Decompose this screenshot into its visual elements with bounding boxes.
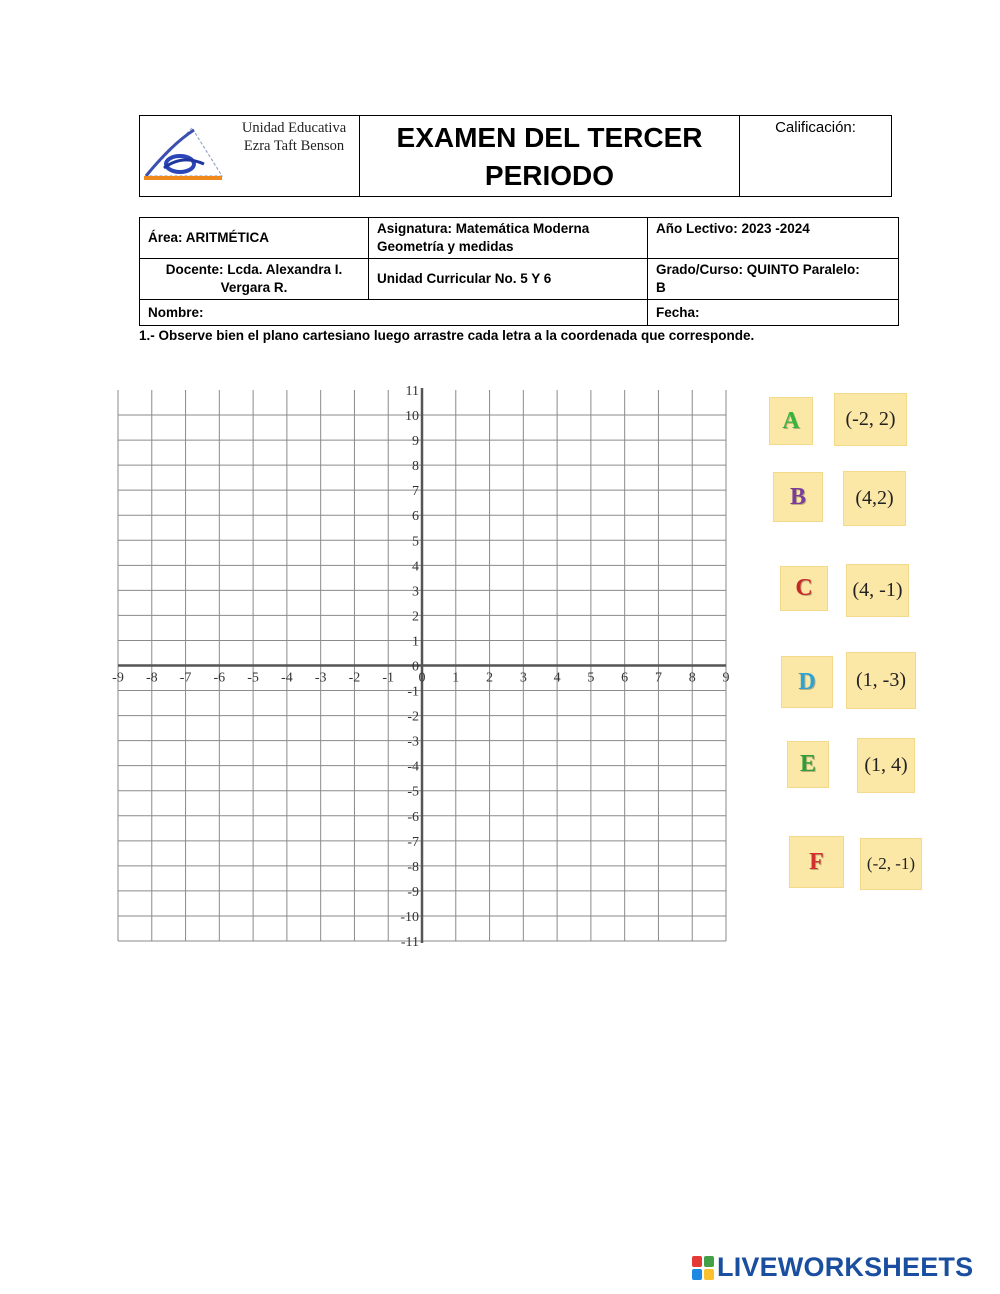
y-tick-label: -9 <box>407 884 419 900</box>
coord-text-2: (4,2) <box>855 487 894 509</box>
y-tick-label: -8 <box>407 859 419 875</box>
icon-square-yellow <box>704 1269 714 1280</box>
x-tick-label: 4 <box>553 670 561 686</box>
letter-f: F <box>809 848 824 875</box>
y-tick-label: 9 <box>412 434 419 450</box>
x-tick-label: -4 <box>281 670 293 686</box>
y-tick-label: 0 <box>412 659 419 675</box>
icon-square-blue <box>692 1269 702 1280</box>
x-tick-label: 5 <box>587 670 595 686</box>
liveworksheets-icon <box>692 1256 714 1280</box>
cartesian-plane[interactable] <box>105 380 745 952</box>
coord-text-1: (-2, 2) <box>845 408 896 430</box>
course-line1: Grado/Curso: QUINTO Paralelo: <box>656 262 860 277</box>
x-tick-label: -5 <box>247 670 259 686</box>
letter-a: A <box>782 407 800 434</box>
x-tick-label: 2 <box>486 670 494 686</box>
y-tick-label: 4 <box>412 559 419 575</box>
exam-header <box>139 115 892 197</box>
x-tick-label: -2 <box>348 670 361 686</box>
y-tick-label: 7 <box>412 484 419 500</box>
x-tick-label: -7 <box>179 670 192 686</box>
coord-target-3[interactable] <box>846 564 909 617</box>
letter-d: D <box>798 668 816 695</box>
coord-target-6[interactable] <box>860 838 922 890</box>
unit-cell: Unidad Curricular No. 5 Y 6 <box>369 259 648 300</box>
x-tick-label: 6 <box>621 670 629 686</box>
year-cell: Año Lectivo: 2023 -2024 <box>648 218 899 259</box>
coord-target-1[interactable] <box>834 393 907 446</box>
x-tick-label: 7 <box>654 670 662 686</box>
school-name-line2: Ezra Taft Benson <box>243 138 345 154</box>
letter-b: B <box>789 483 806 510</box>
x-tick-label: -8 <box>145 670 158 686</box>
grade-label: Calificación: <box>775 119 856 136</box>
icon-square-green <box>704 1256 714 1267</box>
x-tick-label: 1 <box>452 670 460 686</box>
letter-e: E <box>799 751 816 777</box>
exam-title-line1: EXAMEN DEL TERCER <box>396 122 703 153</box>
liveworksheets-wordmark: LIVEWORKSHEETS <box>717 1252 974 1282</box>
name-field[interactable]: Nombre: <box>140 300 648 326</box>
school-name <box>234 119 354 155</box>
subject-line2: Geometría y medidas <box>377 239 514 254</box>
subject-line1: Asignatura: Matemática Moderna <box>377 221 590 236</box>
exam-title <box>360 116 740 196</box>
school-logo <box>142 124 232 186</box>
area-cell: Área: ARITMÉTICA <box>140 218 369 259</box>
x-tick-label: 3 <box>519 670 527 686</box>
y-tick-label: 2 <box>412 609 419 625</box>
coord-target-5[interactable] <box>857 738 915 793</box>
teacher-line2: Vergara R. <box>220 280 288 295</box>
x-tick-label: -6 <box>213 670 226 686</box>
teacher-line1: Docente: Lcda. Alexandra I. <box>165 262 343 277</box>
y-tick-label: 6 <box>412 509 419 525</box>
exam-info-table <box>139 217 899 326</box>
x-tick-label: -3 <box>314 670 327 686</box>
x-tick-label: 8 <box>688 670 696 686</box>
y-tick-label: -2 <box>407 709 419 725</box>
y-tick-label: -6 <box>407 809 419 825</box>
course-cell <box>648 259 899 300</box>
coord-target-4[interactable] <box>846 652 916 709</box>
letter-card-c[interactable] <box>780 566 828 611</box>
coord-text-3: (4, -1) <box>852 579 903 601</box>
y-tick-label: 11 <box>405 384 419 399</box>
liveworksheets-logo <box>692 1252 973 1283</box>
letter-card-e[interactable] <box>787 741 829 788</box>
teacher-cell <box>140 259 369 300</box>
letter-card-b[interactable] <box>773 472 823 522</box>
y-tick-label: 10 <box>405 409 419 425</box>
letter-card-d[interactable] <box>781 656 833 708</box>
instruction-text: 1.- Observe bien el plano cartesiano luego arrastre cada letra a la coordenada que corresponde. <box>139 328 755 343</box>
school-name-line1: Unidad Educativa <box>241 120 347 136</box>
coord-text-4: (1, -3) <box>856 669 906 691</box>
course-line2: B <box>656 280 666 295</box>
y-tick-label: -11 <box>400 935 419 950</box>
x-tick-label: 0 <box>418 670 426 686</box>
school-logo-cell <box>140 116 360 196</box>
letter-card-f[interactable] <box>789 836 844 888</box>
letter-card-a[interactable] <box>769 397 813 445</box>
exam-title-line2: PERIODO <box>484 160 615 191</box>
y-tick-label: -1 <box>407 684 419 700</box>
y-tick-label: -4 <box>407 759 419 775</box>
coord-text-6: (-2, -1) <box>866 854 916 873</box>
y-tick-label: 1 <box>412 634 419 650</box>
y-tick-label: 8 <box>412 459 419 475</box>
subject-cell <box>369 218 648 259</box>
letter-c: C <box>795 575 813 601</box>
y-tick-label: 5 <box>412 534 419 550</box>
y-tick-label: -10 <box>400 909 419 925</box>
y-tick-label: -7 <box>407 834 419 850</box>
date-field[interactable]: Fecha: <box>648 300 899 326</box>
x-tick-label: -1 <box>382 670 395 686</box>
y-tick-label: -5 <box>407 784 419 800</box>
y-tick-label: -3 <box>407 734 419 750</box>
icon-square-red <box>692 1256 702 1267</box>
x-tick-label: 9 <box>722 670 730 686</box>
y-tick-label: 3 <box>412 584 419 600</box>
x-tick-label: -9 <box>112 670 124 686</box>
coord-target-2[interactable] <box>843 471 906 526</box>
coord-text-5: (1, 4) <box>864 754 908 776</box>
